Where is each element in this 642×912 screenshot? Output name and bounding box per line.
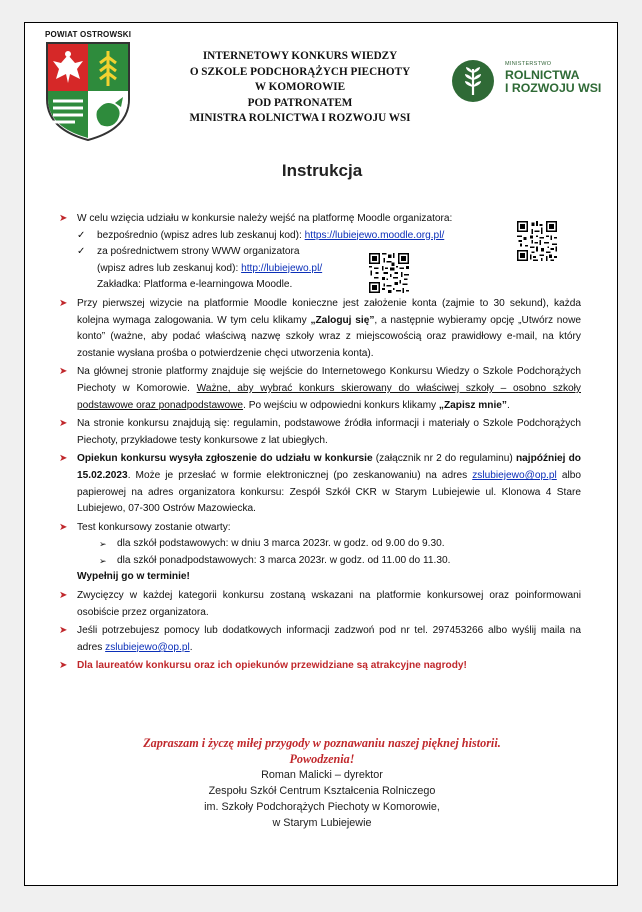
ministry-name-line2: I ROZWOJU WSI	[505, 81, 602, 95]
list-item: ➤ Przy pierwszej wizycie na platformie Moodle konieczne jest założenie konta (zajmie to 30 sekund), każda kolejna wymaga zalogowania. W tym celu klikamy „Zaloguj się”, a następnie wybieramy opcję „Utwórz nowe konto” (ważne, aby podać właściwą nazwę szkoły wraz z miejscowością oraz prawidłowy e-mail, na który zostanie wysłana prośba o potwierdzenie chęci utworzenia konta).	[59, 297, 582, 359]
arrow-bullet-icon: ➤	[59, 590, 68, 602]
schedule-item: ➢ dla szkół ponadpodstawowych: 3 marca 2023r. w godz. od 11.00 do 11.30.	[59, 553, 581, 570]
arrow-bullet-icon: ➤	[59, 625, 68, 637]
title-line: O SZKOLE PODCHORĄŻYCH PIECHOTY	[189, 65, 411, 78]
county-coat-of-arms	[45, 41, 131, 142]
wheat-icon	[451, 59, 495, 103]
moodle-link[interactable]: https://lubiejewo.moodle.org.pl/	[304, 229, 445, 241]
arrow-bullet-icon: ➤	[59, 297, 68, 309]
arrow-bullet-icon: ➤	[59, 521, 68, 533]
schedule-item: ➢ dla szkół podstawowych: w dniu 3 marca 2023r. w godz. od 9.00 do 9.30.	[59, 536, 581, 553]
list-item: ➤ Dla laureatów konkursu oraz ich opiekunów przewidziane są atrakcyjne nagrody!	[59, 658, 581, 675]
ministry-small-label: MINISTERSTWO	[505, 61, 552, 67]
list-item: ➤ Na głównej stronie platformy znajduje się wejście do Internetowego Konkursu Wiedzy o Szkole Podchorążych Piechoty w Komorowie. Ważne, aby wybrać konkurs skierowany do właściwej szkoły – osobno szkoły podstawowe oraz ponadpodstawowe. Po wejściu w odpowiedni konkurs klikamy „Zapisz mnie”.	[59, 366, 581, 411]
list-item: ➤ W celu wzięcia udziału w konkursie należy wejść na platformę Moodle organizatora: ✓ bezpośrednio (wpisz adres lub zeskanuj kod): https://lubiejewo.moodle.org.pl/ ✓ za pośrednictwem strony WWW organizatora (wpisz adres lub zeskanuj kod): http://lubiejewo.pl/ Zakładka: Platforma e-learningowa Moodle.	[59, 211, 581, 294]
document-title: Instrukcja	[281, 161, 363, 180]
website-link[interactable]: http://lubiejewo.pl/	[241, 262, 323, 274]
arrow-bullet-icon: ➢	[99, 539, 107, 550]
signature-line: im. Szkoły Podchorążych Piechoty w Komorowie,	[204, 801, 440, 813]
footer	[25, 735, 619, 831]
ministry-name-line1: ROLNICTWA	[505, 68, 580, 82]
signature-line: Zespołu Szkół Centrum Kształcenia Rolniczego	[208, 785, 436, 797]
arrow-bullet-icon: ➤	[59, 366, 68, 378]
list-item: ➤ Na stronie konkursu znajdują się: regulamin, podstawowe źródła informacji i materiały o Szkole Podchorążych Piechoty, przykładowe testy konkursowe z lat ubiegłych.	[59, 418, 581, 446]
arrow-bullet-icon: ➤	[59, 213, 68, 224]
email-link[interactable]: zslubiejewo@op.pl	[105, 641, 190, 653]
title-line: W KOMOROWIE	[254, 81, 346, 94]
list-item: ➤ Test konkursowy zostanie otwarty: ➢ dla szkół podstawowych: w dniu 3 marca 2023r. w godz. od 9.00 do 9.30. ➢ dla szkół ponadpodstawowych: 3 marca 2023r. w godz. od 11.00 do 11.30. Wypełnij go w terminie!	[59, 520, 581, 586]
arrow-bullet-icon: ➢	[99, 555, 107, 566]
good-luck-text: Powodzenia!	[289, 752, 355, 766]
sub-item: ✓ za pośrednictwem strony WWW organizatora (wpisz adres lub zeskanuj kod): http://lubiejewo.pl/ Zakładka: Platforma e-learningowa Moodle.	[77, 246, 323, 291]
title-line: INTERNETOWY KONKURS WIEDZY	[202, 50, 398, 62]
invitation-text: Zapraszam i życzę miłej przygody w poznawaniu naszej pięknej historii.	[143, 736, 501, 750]
title-line: POD PATRONATEM	[247, 96, 353, 109]
county-label: POWIAT OSTROWSKI	[45, 30, 132, 39]
signature-line: Roman Malicki – dyrektor	[261, 769, 383, 781]
ministry-logo	[451, 59, 611, 109]
list-item: ➤ Jeśli potrzebujesz pomocy lub dodatkowych informacji zadzwoń pod nr tel. 297453266 albo wyślij maila na adres zslubiejewo@op.pl.	[59, 625, 581, 653]
list-item: ➤ Opiekun konkursu wysyła zgłoszenie do udziału w konkursie (załącznik nr 2 do regulaminu) najpóźniej do 15.02.2023. Może je przesłać w formie elektronicznej (po zeskanowaniu) na adres zslubiejewo@op.pl albo papierowej na adres organizatora konkursu: Zespół Szkół CKR w Starym Lubiejewie ul. Klonowa 4 Stare Lubiejewo, 07-300 Ostrów Mazowiecka.	[59, 453, 581, 515]
instructions-list	[59, 211, 581, 677]
arrow-bullet-icon: ➤	[59, 418, 68, 430]
signature-line: w Starym Lubiejewie	[272, 817, 372, 829]
contest-title	[155, 49, 445, 127]
checkmark-icon: ✓	[77, 229, 86, 241]
sub-item: ✓ bezpośrednio (wpisz adres lub zeskanuj kod): https://lubiejewo.moodle.org.pl/	[59, 228, 581, 245]
email-link[interactable]: zslubiejewo@op.pl	[472, 469, 557, 481]
title-line: MINISTRA ROLNICTWA I ROZWOJU WSI	[189, 112, 411, 125]
arrow-bullet-icon: ➤	[59, 453, 68, 465]
checkmark-icon: ✓	[77, 246, 86, 258]
document-page	[24, 22, 618, 886]
arrow-bullet-icon: ➤	[59, 660, 68, 672]
deadline-note: Wypełnij go w terminie!	[77, 571, 190, 583]
list-item: ➤ Zwycięzcy w każdej kategorii konkursu zostaną wskazani na platformie konkursowej oraz poinformowani osobiście przez organizatora.	[59, 590, 581, 618]
